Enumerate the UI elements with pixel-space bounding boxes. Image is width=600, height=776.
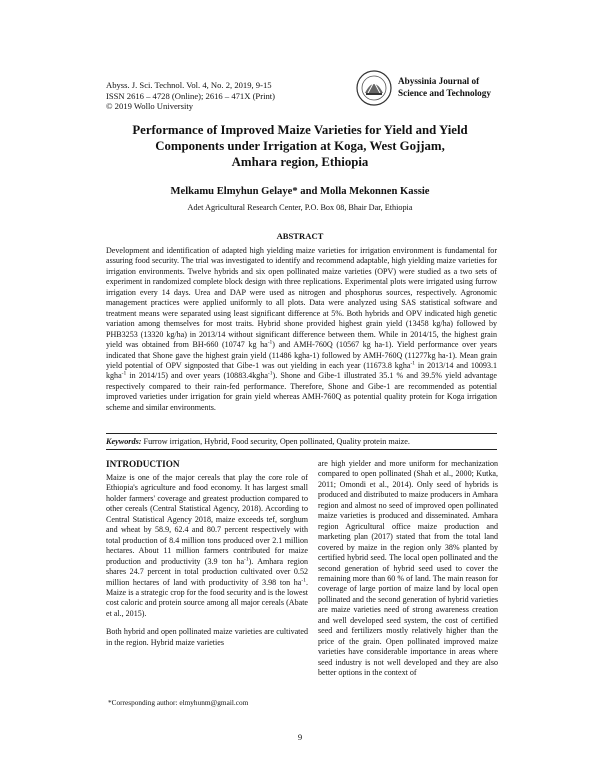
abstract-sup-4: -1 (267, 370, 273, 377)
intro-text-c: . Maize is a strategic crop for the food security and is the lowest cost caloric and protein source among all major cereals (Abate et al., 2015). (106, 577, 309, 618)
abstract-text-2: ) and AMH-760Q (10567 kg ha-1). Yield performance over years indicated that Shone gave the highest grain yield (11486 kgha-1) followed by AMH-760Q (11277kg ha-1). Mean grain yield potential of OPV signposted that Gibe-1 was out yielding in each year (11673.8 kgha (106, 340, 498, 370)
keywords (106, 437, 497, 446)
title-line-2: Components under Irrigation at Koga, West Gojjam, (155, 139, 445, 153)
journal-name-line2: Science and Technology (398, 87, 491, 98)
abstract-sup-2: -1 (410, 360, 416, 367)
abstract-text-3: in 2013/14 and 10093.1 kgha (106, 360, 498, 381)
abstract-body (106, 246, 497, 413)
abstract-sup-3: -1 (121, 370, 127, 377)
journal-info (106, 80, 275, 112)
keywords-label: Keywords: (106, 437, 142, 446)
introduction-left-column (106, 473, 308, 648)
intro-paragraph-2: Both hybrid and open pollinated maize varieties are cultivated in the region. Hybrid maize varieties (106, 627, 308, 647)
paper-title (110, 122, 490, 170)
intro-paragraph-1 (106, 473, 308, 619)
journal-citation: Abyss. J. Sci. Technol. Vol. 4, No. 2, 2019, 9-15 (106, 80, 272, 90)
journal-name (398, 76, 491, 99)
intro-right-paragraph: are high yielder and more uniform for mechanization compared to open pollinated (Shah et al., 2000; Kutka, 2011; Omondi et al., 2014). Only seed of hybrids is produced and distributed to maize producers in Amhara region and almost no seed of improved open pollinated maize varieties is produced and disseminated. Amhara region Agricultural office maize production and marketing plan (2017) stated that from the total land covered by maize in the region only 38% planted by certified hybrid seed. The local open pollinated and the second generation of hybrid seed used to cover the remaining more than 60 % of land. The main reason for coverage of large portion of maize land by local open pollinated and the second generation of hybrid varieties are maize varieties need of strong awareness creation and well developed seed system, the cost of certified seed and fertilizers mostly relatively higher than the price of the grain. Open pollinated improved maize varieties have considerable importance in areas where seed industry is not well developed and they are also better options in the context of (318, 459, 498, 678)
journal-issn: ISSN 2616 – 4728 (Online); 2616 – 471X (Print) (106, 90, 276, 101)
paper-authors: Melkamu Elmyhun Gelaye* and Molla Mekonnen Kassie (170, 186, 430, 197)
title-line-1: Performance of Improved Maize Varieties for Yield and Yield (132, 123, 468, 137)
journal-logo-icon (354, 69, 394, 107)
intro-text-a: Maize is one of the major cereals that play the core role of Ethiopia's agriculture and food economy. It has largest small holder farmers' coverage and greatest production compared to other cereals (Central Statistical Agency, 2018). According to Central Statistical Agency 2018, maize exceeds tef, sorghum and wheat by 58.9, 62.4 and 80.7 percent respectively with total production of 8.4 million tons produced over 2.1 million hectares. About 11 million farmers contributed for maize production and productivity (3.9 ton ha (106, 473, 308, 566)
title-line-3: Amhara region, Ethiopia (231, 155, 369, 169)
page-number: 9 (297, 732, 303, 742)
keywords-bottom-rule (106, 449, 497, 450)
abstract-heading: ABSTRACT (276, 231, 324, 241)
journal-name-line1: Abyssinia Journal of (398, 76, 480, 86)
introduction-right-column (318, 459, 498, 679)
author-affiliation: Adet Agricultural Research Center, P.O. Box 08, Bhair Dar, Ethiopia (187, 203, 413, 212)
abstract-text-5: ). Shone and Gibe-1 illustrated 35.1 % and 39.5% yield advantage respectively compared to their rain-fed performance. Therefore, Shone and Gibe-1 are recommended as potential improved varieties under irrigation for grain yield whereas AMH-760Q as potential quality protein for Koga irrigation scheme and similar environments. (106, 371, 497, 412)
abstract-text-1: Development and identification of adapted high yielding maize varieties for irrigation environment is fundamental for assuring food security. The trial was investigated to identify and recommend adaptable, high yielding maize varieties for irrigation environments. Twelve hybrids and six open pollinated maize varieties (OPV) were studied as a two sets of experiment in randomized complete block design with three replications. Experimental plots were irrigated using furrow irrigation every 14 days. Urea and DAP were used as nitrogen and phosphorus sources, respectively. Agronomic management practices were applied uniformly to all plots. Data were analyzed using SAS statistical software and treatment means were separated using least significant difference at 5%. Both hybrids and OPV indicated high genetic variation among themselves for most traits. Hybrid shone provided highest grain yield (13458 kg/ha) followed by PHB3253 (13320 kg/ha) in 2013/14 without significant difference between them. While in 2014/15, the highest grain yield was obtained from BH-660 (10747 kg ha (106, 246, 497, 350)
abstract-text-4: in 2014/15) and over years (10883.4kgha (126, 371, 268, 381)
intro-sup-2: -1 (301, 576, 306, 583)
keywords-top-rule (106, 433, 497, 434)
introduction-heading: INTRODUCTION (106, 459, 180, 469)
abstract-sup-1: -1 (267, 339, 273, 346)
journal-copyright: © 2019 Wollo University (106, 101, 194, 112)
intro-sup-1: -1 (244, 555, 249, 562)
intro-text-b: ). Amhara region shares 24.7 percent in total production cultivated over 0.52 million hectares of land with productivity of 3.98 ton ha (106, 556, 308, 587)
keywords-text: Furrow irrigation, Hybrid, Food security, Open pollinated, Quality protein maize. (141, 437, 410, 446)
corresponding-author-footnote: *Corresponding author: elmyhunm@gmail.com (108, 698, 249, 707)
